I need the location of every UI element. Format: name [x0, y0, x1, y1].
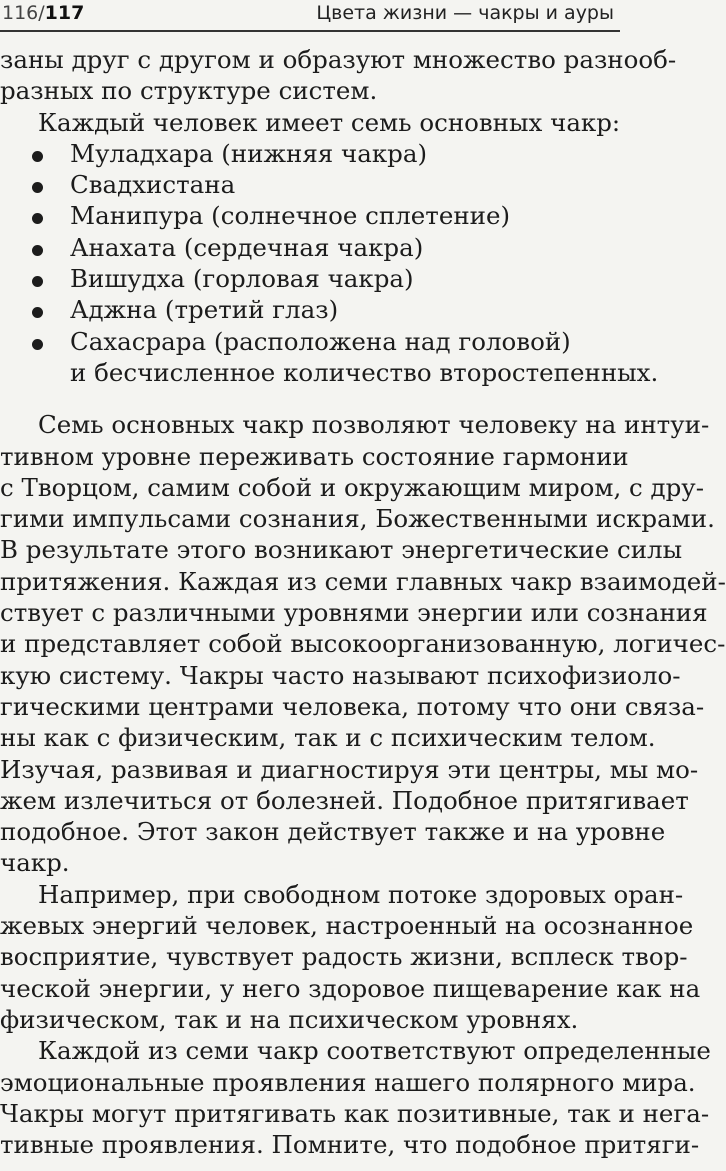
- text-line: тивном уровне переживать состояние гармонии: [0, 441, 629, 471]
- text-line: Семь основных чакр позволяют человеку на интуи-: [38, 410, 710, 440]
- text-line: с Творцом, самим собой и окружающим миром, с дру-: [0, 472, 704, 502]
- paragraph-0: [0, 44, 677, 107]
- text-line: заны друг с другом и образуют множество разнооб-: [0, 45, 677, 74]
- list-item: Аджна (третий глаз): [0, 294, 612, 325]
- text-line: восприятие, чувствует радость жизни, всплеск твор-: [0, 942, 688, 972]
- text-line: В результате этого возникают энергетические силы: [0, 535, 683, 565]
- text-line: Например, при свободном потоке здоровых оран-: [38, 879, 684, 909]
- list-item: Манипура (солнечное сплетение): [0, 200, 612, 231]
- text-line: чакр.: [0, 848, 70, 878]
- text-line: ческой энергии, у него здоровое пищеварение как на: [0, 973, 701, 1003]
- list-intro: Каждый человек имеет семь основных чакр:: [38, 107, 621, 137]
- list-tail: и бесчисленное количество второстепенных.: [70, 357, 659, 387]
- running-title: Цвета жизни — чакры и ауры: [316, 2, 614, 24]
- paragraph-2: [0, 879, 701, 1035]
- list-item: Свадхистана: [0, 169, 612, 200]
- text-line: кую систему. Чакры часто называют психофизиоло-: [0, 660, 681, 690]
- text-line: ны как с физическим, так и с психическим телом.: [0, 723, 656, 753]
- bullet-icon: [32, 151, 43, 162]
- text-line: ствует с различными уровнями энергии или сознания: [0, 598, 708, 628]
- paragraph-3: [0, 1035, 711, 1160]
- bullet-icon: [32, 276, 43, 287]
- text-line: и представляет собой высокоорганизованную, логичес-: [0, 629, 726, 659]
- text-line: жем излечиться от болезней. Подобное притягивает: [0, 785, 689, 815]
- text-line: Чакры могут притягивать как позитивные, так и нега-: [0, 1098, 710, 1128]
- list-item: Сахасрара (расположена над головой): [0, 326, 612, 357]
- list-item: Муладхара (нижняя чакра): [0, 138, 612, 169]
- text-line: Изучая, развивая и диагностируя эти центры, мы мо-: [0, 754, 699, 784]
- text-line: разных по структуре систем.: [0, 76, 378, 106]
- page-number-left: 116/: [2, 2, 45, 24]
- bullet-icon: [32, 245, 43, 256]
- text-line: физическом, так и на психическом уровнях.: [0, 1004, 579, 1034]
- page-numbers: [2, 2, 84, 24]
- text-line: эмоциональные проявления нашего полярного мира.: [0, 1067, 696, 1097]
- text-line: гими импульсами сознания, Божественными искрами.: [0, 504, 715, 534]
- running-header: [0, 0, 620, 32]
- paragraph-gap: [0, 388, 612, 409]
- list-item: Анахата (сердечная чакра): [0, 232, 612, 263]
- page-number-right: 117: [44, 2, 85, 24]
- text-line: притяжения. Каждая из семи главных чакр взаимодей-: [0, 566, 726, 596]
- page-body: [0, 44, 726, 1160]
- text-line: жевых энергий человек, настроенный на осознанное: [0, 911, 694, 941]
- text-line: гическими центрами человека, потому что они связа-: [0, 691, 705, 721]
- text-line: тивные проявления. Помните, что подобное притяги-: [0, 1130, 700, 1160]
- bullet-icon: [32, 339, 43, 350]
- text-line: Каждой из семи чакр соответствуют определенные: [38, 1036, 711, 1066]
- chakra-list: [0, 138, 659, 388]
- list-item: Вишудха (горловая чакра): [0, 263, 612, 294]
- text-line: подобное. Этот закон действует также и на уровне: [0, 817, 666, 847]
- paragraph-1: [0, 409, 726, 878]
